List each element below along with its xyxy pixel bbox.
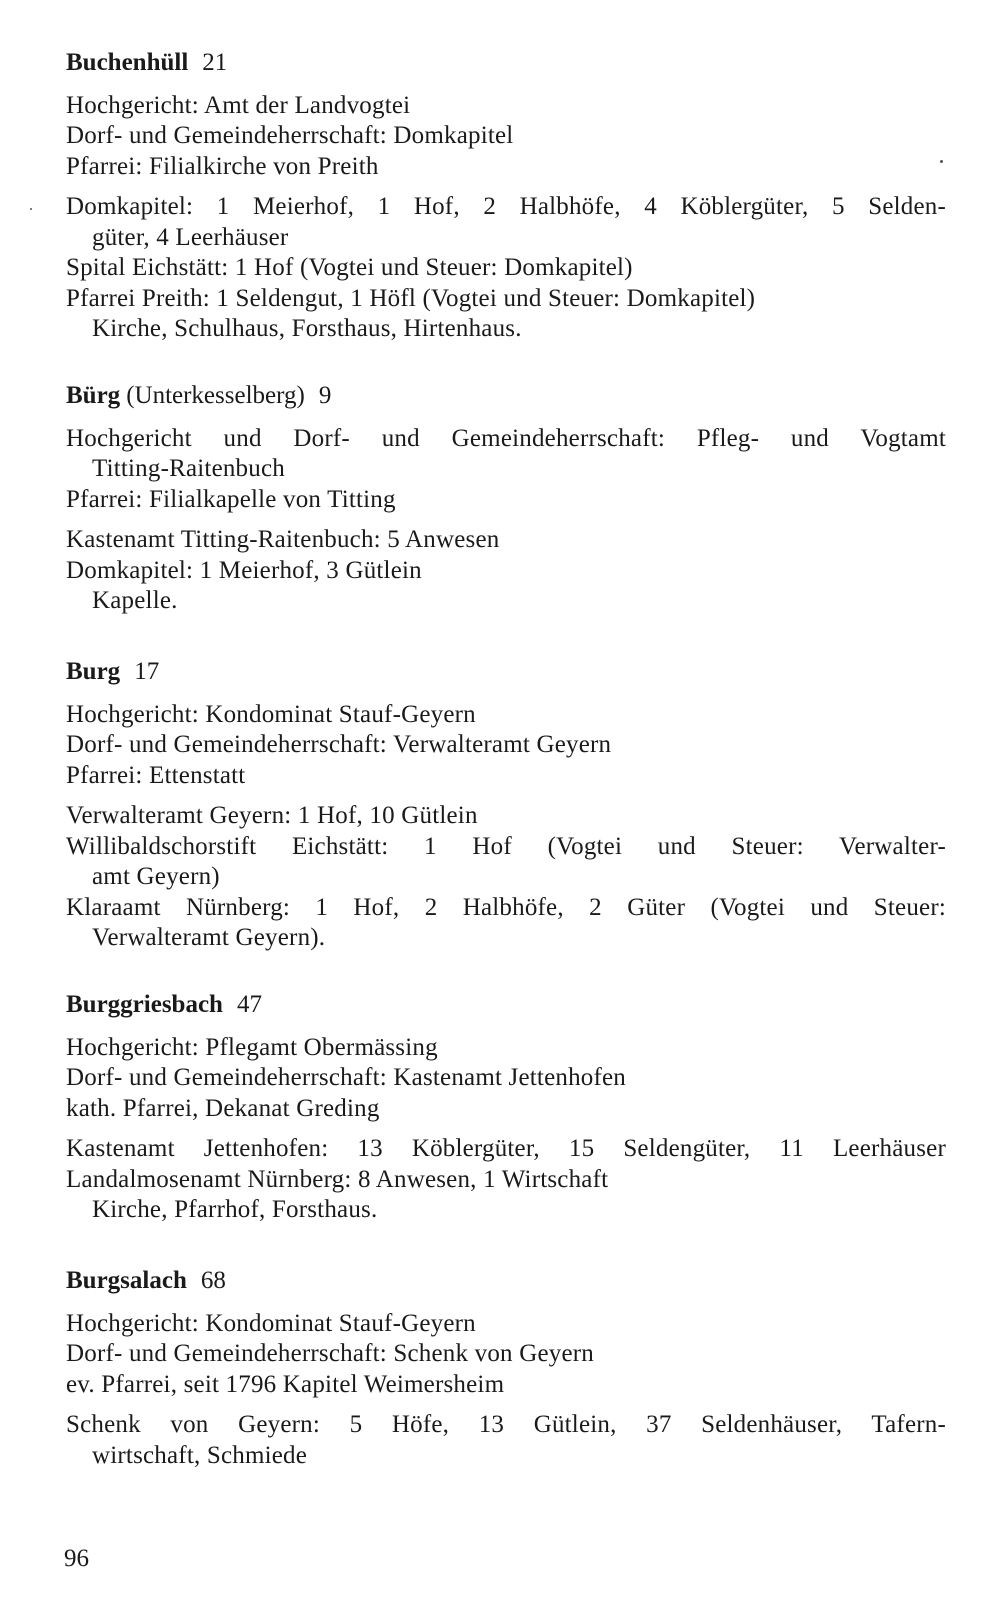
- entry-number: 21: [202, 49, 228, 76]
- entry-number: 68: [200, 1267, 226, 1294]
- text-line: Kirche, Pfarrhof, Forsthaus.: [92, 1196, 378, 1223]
- text-line: Verwalteramt Geyern: 1 Hof, 10 Gütlein: [66, 802, 478, 829]
- text-line: Schenk von Geyern: 5 Höfe, 13 Gütlein, 37 Seldenhäuser, Tafern-: [66, 1411, 946, 1438]
- text-line: Kapelle.: [92, 587, 178, 614]
- scan-speck: [940, 160, 943, 163]
- text-line: Kastenamt Titting-Raitenbuch: 5 Anwesen: [66, 526, 500, 553]
- text-line: Verwalteramt Geyern).: [92, 924, 326, 951]
- entry-burgsalach: [66, 1266, 946, 1471]
- text-line: Pfarrei: Filialkapelle von Titting: [66, 485, 396, 513]
- text-line: Domkapitel: 1 Meierhof, 3 Gütlein: [66, 556, 422, 584]
- entry-buerg: [66, 381, 946, 617]
- text-line: ev. Pfarrei, seit 1796 Kapitel Weimersheim: [66, 1370, 505, 1398]
- entry-burg: [66, 657, 946, 954]
- text-line: Hochgericht: Amt der Landvogtei: [66, 91, 411, 119]
- text-line: Domkapitel: 1 Meierhof, 1 Hof, 2 Halbhöfe, 4 Köblergüter, 5 Selden-: [66, 193, 946, 220]
- text-line: Willibaldschorstift Eichstätt: 1 Hof (Vogtei und Steuer: Verwalter-: [66, 832, 946, 860]
- text-line: Hochgericht: Kondominat Stauf-Geyern: [66, 1309, 476, 1337]
- entry-heading: [66, 48, 946, 79]
- text-line: Dorf- und Gemeindeherrschaft: Kastenamt Jettenhofen: [66, 1064, 626, 1091]
- entry-heading: [66, 381, 946, 412]
- text-line: Klaraamt Nürnberg: 1 Hof, 2 Halbhöfe, 2 Güter (Vogtei und Steuer:: [66, 893, 946, 921]
- text-line: amt Geyern): [92, 863, 220, 890]
- entry-number: 17: [134, 658, 160, 685]
- text-line: Kirche, Schulhaus, Forsthaus, Hirtenhaus.: [92, 315, 522, 342]
- entry-name: Bürg: [66, 382, 121, 409]
- entry-name: Burggriesbach: [66, 991, 223, 1018]
- text-line: Pfarrei: Filialkirche von Preith: [66, 152, 379, 180]
- entry-buchenhuell: [66, 48, 946, 345]
- entry-name: Buchenhüll: [66, 49, 189, 76]
- text-line: güter, 4 Leerhäuser: [92, 223, 289, 251]
- entry-number: 47: [236, 991, 262, 1018]
- text-line: Dorf- und Gemeindeherrschaft: Schenk von Geyern: [66, 1340, 594, 1367]
- page-number: 96: [64, 1545, 89, 1572]
- text-line: kath. Pfarrei, Dekanat Greding: [66, 1094, 380, 1122]
- entry-heading: [66, 657, 946, 688]
- entry-number: 9: [318, 382, 332, 409]
- text-line: wirtschaft, Schmiede: [92, 1441, 308, 1469]
- text-line: Dorf- und Gemeindeherrschaft: Domkapitel: [66, 122, 514, 149]
- entry-alt-name: (Unterkesselberg): [126, 382, 305, 409]
- text-line: Pfarrei Preith: 1 Seldengut, 1 Höfl (Vogtei und Steuer: Domkapitel): [66, 284, 756, 312]
- entry-name: Burg: [66, 658, 121, 685]
- entry-heading: [66, 990, 946, 1021]
- text-line: Landalmosenamt Nürnberg: 8 Anwesen, 1 Wirtschaft: [66, 1165, 609, 1193]
- text-line: Spital Eichstätt: 1 Hof (Vogtei und Steuer: Domkapitel): [66, 254, 633, 281]
- text-line: Hochgericht: Kondominat Stauf-Geyern: [66, 700, 476, 728]
- entry-heading: [66, 1266, 946, 1297]
- text-line: Hochgericht: Pflegamt Obermässing: [66, 1033, 438, 1061]
- entry-name: Burgsalach: [66, 1267, 187, 1294]
- entry-burggriesbach: [66, 990, 946, 1226]
- text-line: Dorf- und Gemeindeherrschaft: Verwalteramt Geyern: [66, 731, 612, 758]
- scan-speck: [30, 208, 32, 210]
- text-line: Pfarrei: Ettenstatt: [66, 761, 246, 789]
- text-line: Kastenamt Jettenhofen: 13 Köblergüter, 15 Seldengüter, 11 Leerhäuser: [66, 1135, 946, 1162]
- text-line: Titting-Raitenbuch: [92, 455, 285, 482]
- text-line: Hochgericht und Dorf- und Gemeindeherrschaft: Pfleg- und Vogtamt: [66, 424, 946, 452]
